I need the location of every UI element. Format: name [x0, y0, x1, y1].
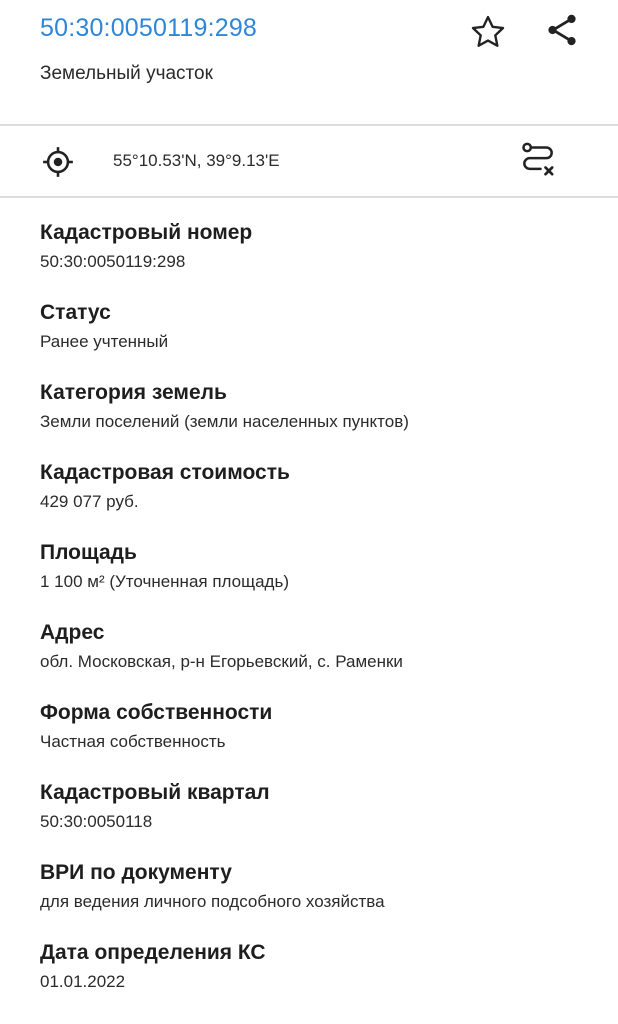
field-value: Ранее учтенный: [40, 332, 169, 351]
field-label: Кадастровый квартал: [40, 781, 270, 804]
route-clear-icon: [518, 140, 558, 180]
field-permitted-use: [0, 860, 618, 940]
field-valuation-date: [0, 940, 618, 1020]
field-value: 429 077 руб.: [40, 492, 139, 511]
field-label: Форма собственности: [40, 701, 273, 724]
cadastral-number-title[interactable]: 50:30:0050119:298: [40, 14, 258, 42]
field-label: Статус: [40, 301, 111, 324]
field-value[interactable]: обл. Московская, р-н Егорьевский, с. Раменки: [40, 652, 403, 671]
field-label: Адрес: [40, 621, 105, 644]
field-cadastral-value: [0, 460, 618, 540]
crosshair-icon: [41, 145, 75, 179]
field-label: Категория земель: [40, 381, 227, 404]
field-label: Кадастровый номер: [40, 221, 253, 244]
share-button[interactable]: [540, 8, 584, 52]
field-label: Дата определения КС: [40, 941, 266, 964]
field-value: 01.01.2022: [40, 972, 126, 991]
field-value: 1 100 м² (Уточненная площадь): [40, 572, 289, 591]
field-cadastral-number: [0, 220, 618, 300]
share-icon: [543, 11, 581, 49]
field-label: Площадь: [40, 541, 137, 564]
star-outline-icon: [469, 13, 507, 51]
field-ownership-form: [0, 700, 618, 780]
coordinates-row: [0, 126, 618, 196]
field-status: [0, 300, 618, 380]
route-button[interactable]: [516, 138, 560, 182]
field-value: Частная собственность: [40, 732, 226, 751]
field-area: [0, 540, 618, 620]
fields-list: [0, 198, 618, 1020]
field-address: [0, 620, 618, 700]
favorite-button[interactable]: [466, 10, 510, 54]
field-cadastral-quarter: [0, 780, 618, 860]
locate-button[interactable]: [36, 140, 80, 184]
field-label: ВРИ по документу: [40, 861, 232, 884]
field-value: Земли поселений (земли населенных пунктов): [40, 412, 409, 431]
object-type-subtitle: Земельный участок: [40, 63, 213, 84]
coordinates-text[interactable]: 55°10.53'N, 39°9.13'E: [113, 151, 280, 170]
header: [0, 0, 618, 124]
field-land-category: [0, 380, 618, 460]
field-value: для ведения личного подсобного хозяйства: [40, 892, 385, 911]
field-value[interactable]: 50:30:0050118: [40, 812, 153, 831]
field-value[interactable]: 50:30:0050119:298: [40, 252, 186, 271]
field-label: Кадастровая стоимость: [40, 461, 290, 484]
